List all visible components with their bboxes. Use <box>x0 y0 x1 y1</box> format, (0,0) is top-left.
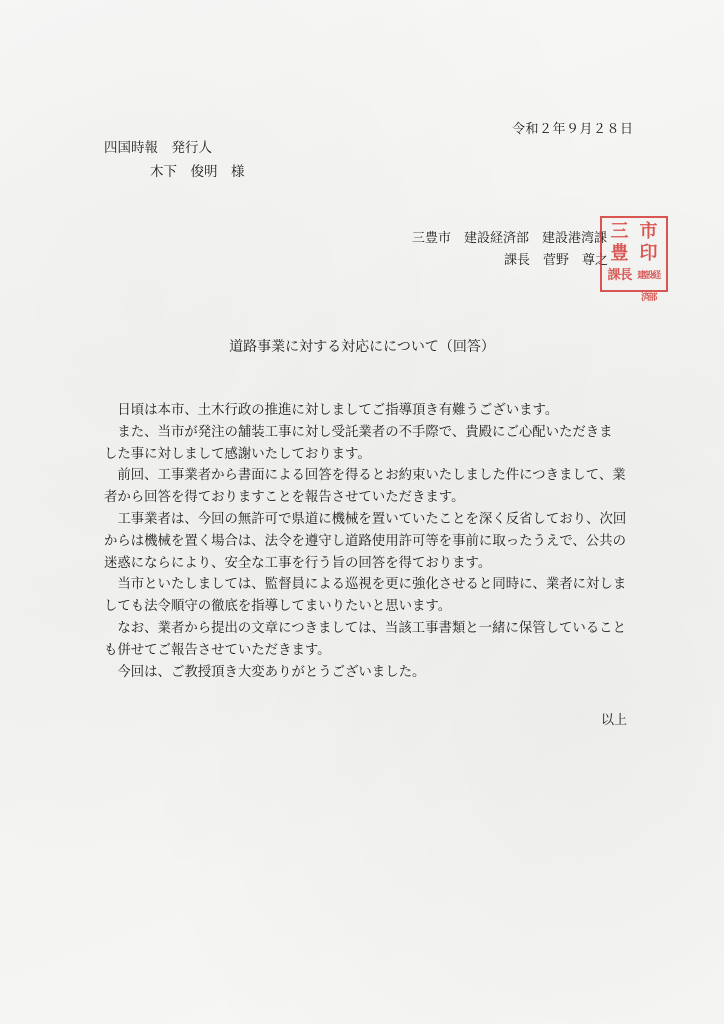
document-title: 道路事業に対する対応にについて（回答） <box>229 339 495 355</box>
seal-char: 市 <box>639 221 658 242</box>
seal-char: 三 <box>610 221 629 242</box>
document-date: 令和２年９月２８日 <box>512 122 634 137</box>
document-body <box>104 400 644 683</box>
seal-char: 印 <box>639 243 658 264</box>
body-paragraph: 今回は、ご教授頂き大変ありがとうございました。 <box>117 664 426 680</box>
body-paragraph: 当市といたしましては、監督員による巡視を更に強化させると同時に、業者に対しま しても法令順守の徹底を指導してまいりたいと思います。 <box>104 577 627 615</box>
body-paragraph: 工事業者は、今回の無許可で県道に機械を置いていたことを深く反省しており、次回 からは機械を置く場合は、法令を遵守し道路使用許可等を事前に取ったうえで、公共の 迷惑にならにより、安全な工事を行う旨の回答を得ております。 <box>104 511 627 571</box>
body-paragraph: 前回、工事業者から書面による回答を得るとお約束いたしました件につきまして、業 者から回答を得ておりますことを報告させていただきます。 <box>104 468 626 506</box>
body-paragraph: 日頃は本市、土木行政の推進に対しましてご指導頂き有難うございます。 <box>117 403 559 418</box>
body-paragraph: また、当市が発注の舗装工事に対し受託業者の不手際で、貴殿にご心配いただきま した事に対しまして感謝いたしております。 <box>104 424 613 462</box>
recipient-organization: 四国時報 発行人 <box>104 140 212 156</box>
recipient-name: 木下 俊明 様 <box>150 164 245 180</box>
sender-department: 三豊市 建設経済部 建設港湾課 <box>412 231 608 246</box>
seal-char: 建設経済部 <box>637 271 660 303</box>
seal-char: 課長 <box>607 268 632 283</box>
seal-char: 豊 <box>610 243 629 264</box>
closing-mark: 以上 <box>601 713 628 728</box>
official-seal-stamp <box>600 216 668 303</box>
sender-name: 課長 菅野 尊之 <box>504 253 609 268</box>
body-paragraph: なお、業者から提出の文章につきましては、当該工事書類と一緒に保管していること も併せてご報告させていただきます。 <box>104 620 626 658</box>
